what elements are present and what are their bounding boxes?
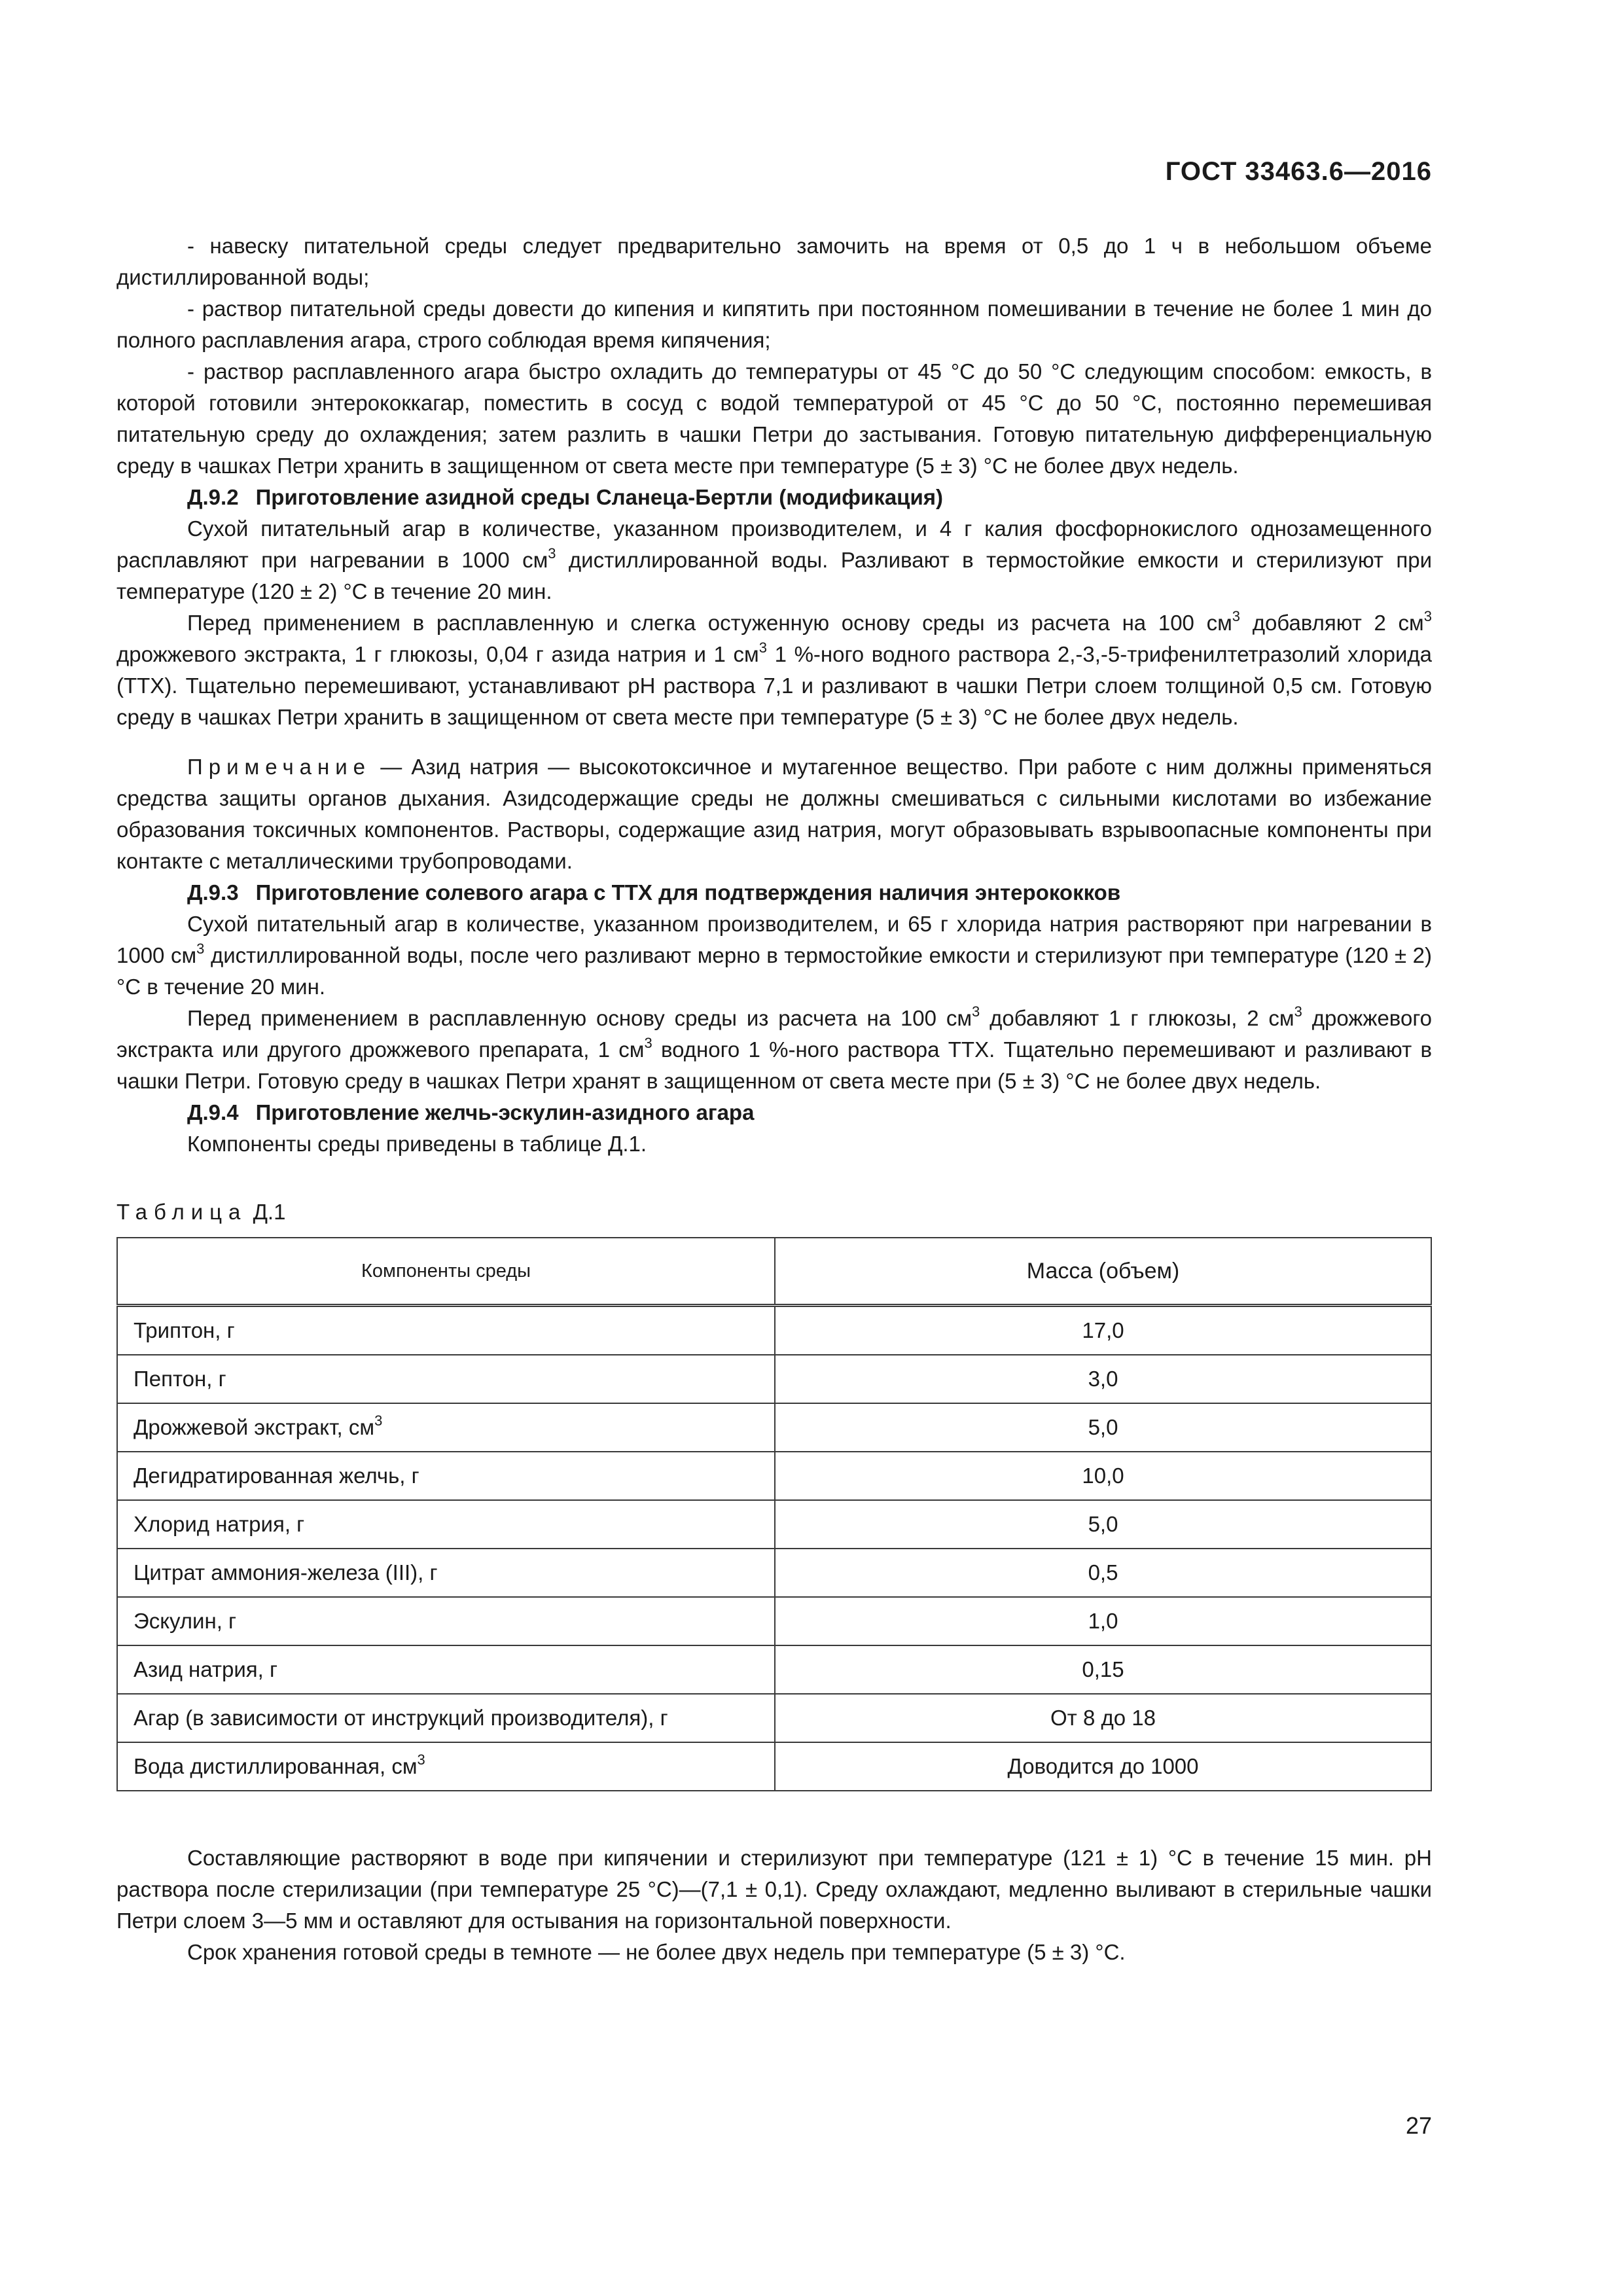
component-name-cell: Эскулин, г bbox=[117, 1597, 775, 1645]
final-paragraph-1: Составляющие растворяют в воде при кипячении и стерилизуют при температуре (121 ± 1) °С в течение 15 мин. рН раствора после стерилизации (при температуре 25 °С)—(7,1 ± 0,1). Среду охлаждают, медленно выливают в стерильные чашки Петри слоем 3—5 мм и оставляют для остывания на горизонтальной поверхности. bbox=[116, 1846, 1432, 1933]
table-row bbox=[117, 1742, 1431, 1791]
section-d94-paragraph-1: Компоненты среды приведены в таблице Д.1. bbox=[187, 1132, 647, 1156]
component-value-cell: 1,0 bbox=[775, 1597, 1431, 1645]
section-number: Д.9.3 bbox=[187, 880, 239, 905]
note-paragraph bbox=[116, 751, 1432, 877]
table-header-row bbox=[117, 1238, 1431, 1306]
standard-header: ГОСТ 33463.6—2016 bbox=[1165, 157, 1432, 186]
section-number: Д.9.4 bbox=[187, 1100, 239, 1124]
page-number: 27 bbox=[1405, 2112, 1432, 2139]
table-row bbox=[117, 1597, 1431, 1645]
component-name-cell: Хлорид натрия, г bbox=[117, 1500, 775, 1549]
section-title: Приготовление азидной среды Сланеца-Бертли (модификация) bbox=[255, 485, 944, 509]
component-name-cell: Пептон, г bbox=[117, 1355, 775, 1403]
table-row bbox=[117, 1694, 1431, 1742]
table-caption-id: Д.1 bbox=[253, 1200, 286, 1224]
section-d93-heading bbox=[116, 877, 1432, 908]
section-d93-paragraph-2: Перед применением в расплавленную основу среды из расчета на 100 $см^3$ добавляют 1 г глюкозы, 2 $см^3$ дрожжевого экстракта или другого дрожжевого препарата, 1 $см^3$ водного 1 %-ного раствора ТТХ. Тщательно перемешивают и разливают в чашки Петри. Готовую среду в чашках Петри хранят в защищенном от света месте при (5 ± 3) °С не более двух недель. bbox=[116, 1003, 1432, 1093]
component-name-cell: Азид натрия, г bbox=[117, 1645, 775, 1694]
component-value-cell: Доводится до 1000 bbox=[775, 1742, 1431, 1791]
note-text: — Азид натрия — высокотоксичное и мутагенное вещество. При работе с ним должны применяться средства защиты органов дыхания. Азидсодержащие среды не должны смешиваться с сильными кислотами во избежание образования токсичных компонентов. Растворы, содержащие азид натрия, могут образовывать взрывоопасные компоненты при контакте с металлическими трубопроводами. bbox=[116, 755, 1432, 873]
component-value-cell: 0,5 bbox=[775, 1549, 1431, 1597]
component-name-cell: Цитрат аммония-железа (III), г bbox=[117, 1549, 775, 1597]
section-d93-paragraph-1: Сухой питательный агар в количестве, указанном производителем, и 65 г хлорида натрия растворяют при нагревании в 1000 $см^3$ дистиллированной воды, после чего разливают мерно в термостойкие емкости и стерилизуют при температуре (120 ± 2) °С в течение 20 мин. bbox=[116, 912, 1432, 999]
document-body bbox=[116, 230, 1432, 1968]
column-header-components: Компоненты среды bbox=[117, 1238, 775, 1306]
table-row bbox=[117, 1500, 1431, 1549]
component-name-cell: Дегидратированная желчь, г bbox=[117, 1452, 775, 1500]
table-row bbox=[117, 1355, 1431, 1403]
section-d92-paragraph-1: Сухой питательный агар в количестве, указанном производителем, и 4 г калия фосфорнокислого однозамещенного расплавляют при нагревании в 1000 $см^3$ дистиллированной воды. Разливают в термостойкие емкости и стерилизуют при температуре (120 ± 2) °С в течение 20 мин. bbox=[116, 516, 1432, 603]
component-value-cell: 17,0 bbox=[775, 1306, 1431, 1355]
table-caption bbox=[116, 1196, 1432, 1228]
intro-bullet-1: - навеску питательной среды следует предварительно замочить на время от 0,5 до 1 ч в небольшом объеме дистиллированной воды; bbox=[116, 234, 1432, 289]
component-name-cell: Триптон, г bbox=[117, 1306, 775, 1355]
table-row bbox=[117, 1549, 1431, 1597]
section-number: Д.9.2 bbox=[187, 485, 239, 509]
component-name-cell: Дрожжевой экстракт, $см^3$ bbox=[117, 1403, 775, 1452]
table-row bbox=[117, 1306, 1431, 1355]
table-caption-word: Таблица bbox=[116, 1200, 247, 1224]
section-title: Приготовление желчь-эскулин-азидного агара bbox=[255, 1100, 755, 1124]
component-value-cell: 3,0 bbox=[775, 1355, 1431, 1403]
components-table bbox=[116, 1237, 1432, 1791]
note-label: Примечание bbox=[187, 755, 372, 779]
section-title: Приготовление солевого агара с ТТХ для подтверждения наличия энтерококков bbox=[255, 880, 1121, 905]
component-name-cell: Агар (в зависимости от инструкций производителя), г bbox=[117, 1694, 775, 1742]
section-d94-heading bbox=[116, 1097, 1432, 1128]
section-d92-heading bbox=[116, 482, 1432, 513]
component-value-cell: 10,0 bbox=[775, 1452, 1431, 1500]
table-row bbox=[117, 1452, 1431, 1500]
table-row bbox=[117, 1403, 1431, 1452]
component-value-cell: 5,0 bbox=[775, 1403, 1431, 1452]
column-header-mass: Масса (объем) bbox=[775, 1238, 1431, 1306]
intro-bullet-2: - раствор питательной среды довести до кипения и кипятить при постоянном помешивании в течение не более 1 мин до полного расплавления агара, строго соблюдая время кипячения; bbox=[116, 296, 1432, 352]
intro-bullet-3: - раствор расплавленного агара быстро охладить до температуры от 45 °С до 50 °С следующим способом: емкость, в которой готовили энтерококкагар, поместить в сосуд с водой температурой от 45 °С до 50 °С, постоянно перемешивая питательную среду до охлаждения; затем разлить в чашки Петри до застывания. Готовую питательную дифференциальную среду в чашках Петри хранить в защищенном от света месте при температуре (5 ± 3) °С не более двух недель. bbox=[116, 359, 1432, 478]
table-row bbox=[117, 1645, 1431, 1694]
component-value-cell: 0,15 bbox=[775, 1645, 1431, 1694]
component-value-cell: 5,0 bbox=[775, 1500, 1431, 1549]
component-name-cell: Вода дистиллированная, $см^3$ bbox=[117, 1742, 775, 1791]
section-d92-paragraph-2: Перед применением в расплавленную и слегка остуженную основу среды из расчета на 100 $см^3$ добавляют 2 $см^3$ дрожжевого экстракта, 1 г глюкозы, 0,04 г азида натрия и 1 $см^3$ 1 %-ного водного раствора 2,-3,-5-трифенилтетразолий хлорида (ТТХ). Тщательно перемешивают, устанавливают рН раствора 7,1 и разливают в чашки Петри слоем толщиной 0,5 см. Готовую среду в чашках Петри хранить в защищенном от света месте при температуре (5 ± 3) °С не более двух недель. bbox=[116, 608, 1433, 729]
component-value-cell: От 8 до 18 bbox=[775, 1694, 1431, 1742]
final-paragraph-2: Срок хранения готовой среды в темноте — не более двух недель при температуре (5 ± 3) °С. bbox=[187, 1940, 1126, 1964]
